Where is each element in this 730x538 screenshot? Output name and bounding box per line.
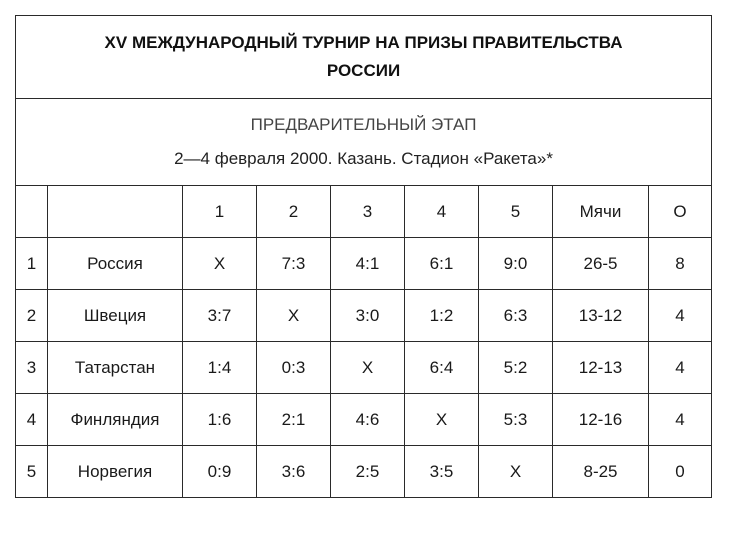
result-cell: 1:4 [183, 342, 257, 394]
header-col-2: 2 [257, 186, 331, 238]
header-col-3: 3 [331, 186, 405, 238]
result-cell: 5:2 [479, 342, 553, 394]
points-cell: 0 [649, 446, 712, 498]
header-col-5: 5 [479, 186, 553, 238]
row-number: 5 [16, 446, 48, 498]
event-details: 2—4 февраля 2000. Казань. Стадион «Ракета»* [174, 149, 553, 168]
goals-cell: 13-12 [553, 290, 649, 342]
result-cell: 3:0 [331, 290, 405, 342]
row-number: 4 [16, 394, 48, 446]
row-number: 2 [16, 290, 48, 342]
result-cell: 9:0 [479, 238, 553, 290]
result-cell: 0:9 [183, 446, 257, 498]
table-row [16, 342, 712, 394]
result-cell: 4:1 [331, 238, 405, 290]
result-cell: 6:4 [405, 342, 479, 394]
result-cell: 1:6 [183, 394, 257, 446]
table-row [16, 394, 712, 446]
tournament-title [16, 16, 712, 99]
header-num [16, 186, 48, 238]
points-cell: 4 [649, 342, 712, 394]
table-row [16, 446, 712, 498]
result-cell: 6:1 [405, 238, 479, 290]
goals-cell: 12-16 [553, 394, 649, 446]
header-row [16, 186, 712, 238]
stage-info [16, 99, 712, 186]
title-line-2: РОССИИ [326, 61, 401, 80]
result-cell: 3:5 [405, 446, 479, 498]
tournament-document [15, 15, 711, 498]
subtitle-row [16, 99, 712, 186]
points-cell: 4 [649, 394, 712, 446]
result-cell: X [479, 446, 553, 498]
team-name: Россия [48, 238, 183, 290]
result-cell: 3:6 [257, 446, 331, 498]
result-cell: 6:3 [479, 290, 553, 342]
result-cell: X [405, 394, 479, 446]
result-cell: 1:2 [405, 290, 479, 342]
row-number: 3 [16, 342, 48, 394]
result-cell: 4:6 [331, 394, 405, 446]
header-col-1: 1 [183, 186, 257, 238]
header-team [48, 186, 183, 238]
result-cell: 2:1 [257, 394, 331, 446]
result-cell: 2:5 [331, 446, 405, 498]
result-cell: 7:3 [257, 238, 331, 290]
goals-cell: 12-13 [553, 342, 649, 394]
row-number: 1 [16, 238, 48, 290]
table-row [16, 290, 712, 342]
result-cell: X [183, 238, 257, 290]
team-name: Швеция [48, 290, 183, 342]
result-cell: 0:3 [257, 342, 331, 394]
team-name: Татарстан [48, 342, 183, 394]
goals-cell: 26-5 [553, 238, 649, 290]
result-cell: 5:3 [479, 394, 553, 446]
points-cell: 4 [649, 290, 712, 342]
team-name: Финляндия [48, 394, 183, 446]
table-row [16, 238, 712, 290]
points-cell: 8 [649, 238, 712, 290]
stage-label: ПРЕДВАРИТЕЛЬНЫЙ ЭТАП [250, 115, 477, 134]
title-line-1: XV МЕЖДУНАРОДНЫЙ ТУРНИР НА ПРИЗЫ ПРАВИТЕЛЬСТВА [104, 33, 623, 52]
results-table [15, 15, 712, 498]
result-cell: 3:7 [183, 290, 257, 342]
result-cell: X [257, 290, 331, 342]
header-col-4: 4 [405, 186, 479, 238]
goals-cell: 8-25 [553, 446, 649, 498]
result-cell: X [331, 342, 405, 394]
header-goals: Мячи [553, 186, 649, 238]
team-name: Норвегия [48, 446, 183, 498]
title-row [16, 16, 712, 99]
header-points: О [649, 186, 712, 238]
